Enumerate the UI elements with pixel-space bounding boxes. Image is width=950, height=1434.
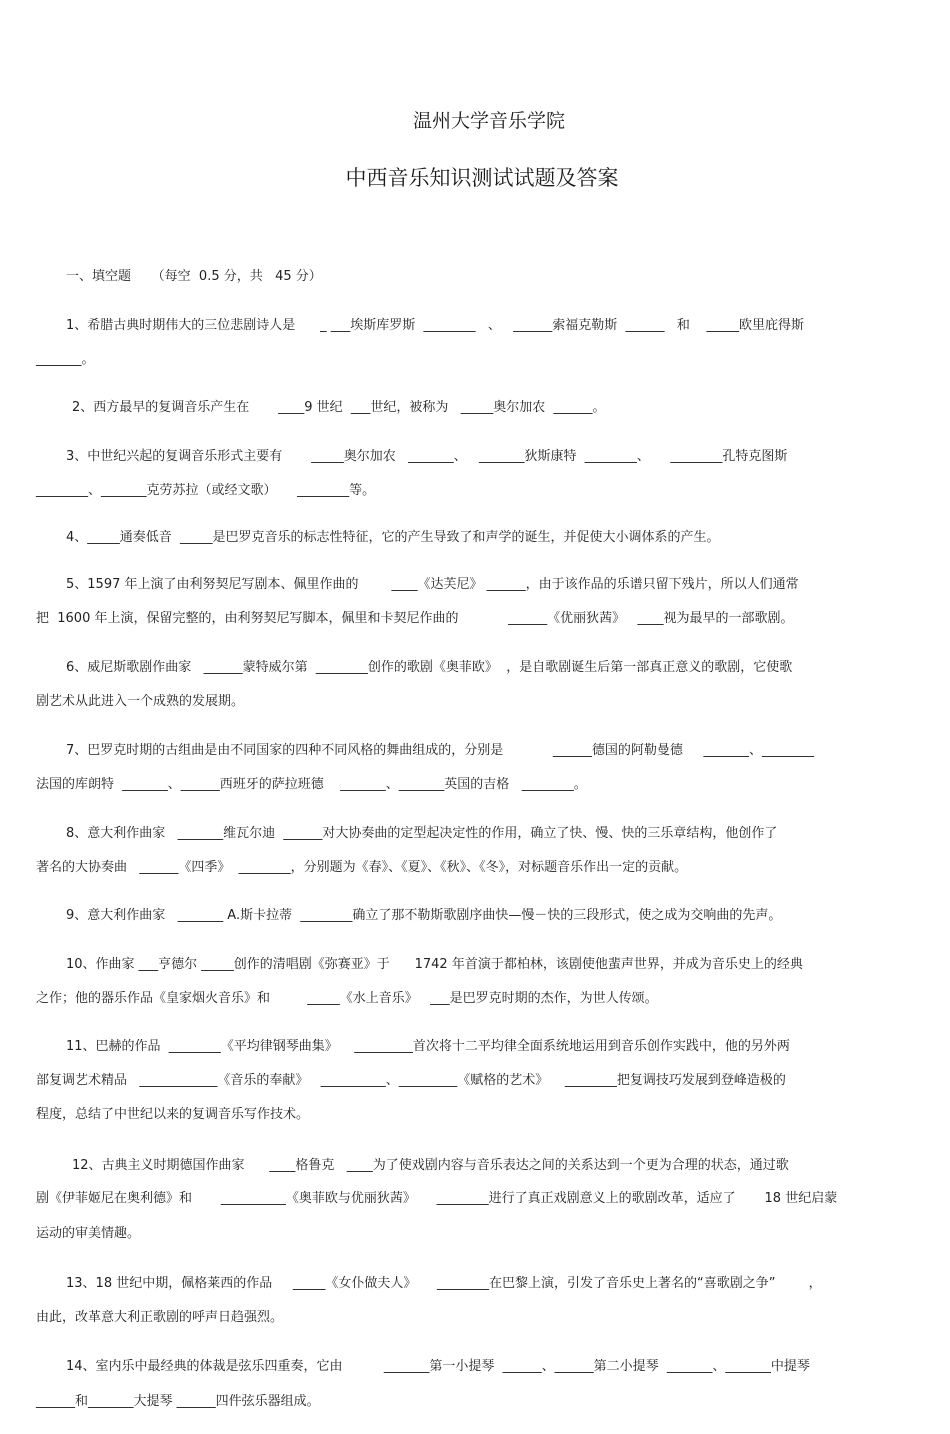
question-2-line-1: 2、西方最早的复调音乐产生在 ____9 世纪 ___世纪，被称为 _____奥尔加农 ______。	[72, 400, 606, 415]
question-8-line-1: 8、意大利作曲家 _______维瓦尔迪 ______对大协奏曲的定型起决定性的作用，确立了快、慢、快的三乐章结构，他创作了	[66, 826, 778, 841]
question-3-line-1: 3、中世纪兴起的复调音乐形式主要有 _____奥尔加农 _______、 _______狄斯康特 ________、 ________孔特克图斯	[66, 449, 788, 464]
question-7-line-1: 7、巴罗克时期的古组曲是由不同国家的四种不同风格的舞曲组成的，分别是 ______德国的阿勒曼德 _______、________	[66, 743, 815, 758]
question-6-line-1: 6、威尼斯歌剧作曲家 ______蒙特威尔第 ________创作的歌剧《奥菲欧》 ，是自歌剧诞生后第一部真正意义的歌剧，它使歌	[66, 660, 793, 675]
question-12-line-1: 12、古典主义时期德国作曲家 ____格鲁克 ____为了使戏剧内容与音乐表达之间的关系达到一个更为合理的状态，通过歌	[72, 1158, 789, 1173]
question-9-line-1: 9、意大利作曲家 _______ A.斯卡拉蒂 ________确立了那不勒斯歌剧序曲快—慢－快的三段形式，使之成为交响曲的先声。	[66, 908, 782, 923]
question-5-line-1: 5、1597 年上演了由利努契尼写剧本、佩里作曲的 ____《达芙尼》 ______，由于该作品的乐谱只留下残片，所以人们通常	[66, 577, 799, 592]
question-8-line-2: 著名的大协奏曲 ______《四季》 ________，分别题为《春》、《夏》、《秋》、《冬》，对标题音乐作出一定的贡献。	[36, 860, 688, 875]
question-11-line-1: 11、巴赫的作品 ________《平均律钢琴曲集》 _________首次将十二平均律全面系统地运用到音乐创作实践中，他的另外两	[66, 1039, 790, 1054]
question-3-line-2: ________、_______克劳苏拉（或经文歌） ________等。	[36, 483, 376, 498]
question-11-line-2: 部复调艺术精品 ____________《音乐的奉献》 __________、_________《赋格的艺术》 ________把复调技巧发展到登峰造极的	[36, 1073, 786, 1088]
section-heading: 一、填空题 （每空 0.5 分，共 45 分）	[66, 269, 322, 284]
question-14-line-1: 14、室内乐中最经典的体裁是弦乐四重奏，它由 _______第一小提琴 ______、______第二小提琴 _______、_______中提琴	[66, 1359, 810, 1374]
question-1-line-2: _______。	[36, 352, 95, 367]
question-10-line-1: 10、作曲家 ___亨德尔 _____创作的清唱剧《弥赛亚》于 1742 年首演于都柏林，该剧使他蜚声世界，并成为音乐史上的经典	[66, 957, 803, 972]
question-12-line-3: 运动的审美情趣。	[36, 1226, 141, 1241]
question-13-line-2: 由此，改革意大利正歌剧的呼声日趋强烈。	[36, 1310, 284, 1325]
question-1-line-1: 1、希腊古典时期伟大的三位悲剧诗人是 _ ___埃斯库罗斯 ________ 、 ______索福克勒斯 ______ 和 _____欧里庇得斯	[66, 318, 804, 333]
question-10-line-2: 之作；他的器乐作品《皇家烟火音乐》和 _____《水上音乐》 ___是巴罗克时期的杰作，为世人传颂。	[36, 991, 658, 1006]
question-12-line-2: 剧《伊菲姬尼在奥利德》和 __________《奥菲欧与优丽狄茜》 ________进行了真正戏剧意义上的歌剧改革，适应了 18 世纪启蒙	[36, 1191, 838, 1206]
school-name: 温州大学音乐学院	[412, 110, 565, 132]
question-5-line-2: 把 1600 年上演，保留完整的，由利努契尼写脚本，佩里和卡契尼作曲的 ______《优丽狄茜》 ____视为最早的一部歌剧。	[36, 611, 794, 626]
question-7-line-2: 法国的库朗特 _______、______西班牙的萨拉班德 _______、_______英国的吉格 ________。	[36, 777, 587, 792]
question-4-line-1: 4、_____通奏低音 _____是巴罗克音乐的标志性特征，它的产生导致了和声学的诞生，并促使大小调体系的产生。	[66, 530, 720, 545]
question-14-line-2: ______和_______大提琴 ______四件弦乐器组成。	[36, 1394, 320, 1409]
question-13-line-1: 13、18 世纪中期，佩格莱西的作品 _____《女仆做夫人》 ________在巴黎上演，引发了音乐史上著名的“喜歌剧之争” ，	[66, 1276, 822, 1291]
question-11-line-3: 程度，总结了中世纪以来的复调音乐写作技术。	[36, 1107, 310, 1122]
exam-title: 中西音乐知识测试试题及答案	[345, 166, 619, 190]
question-6-line-2: 剧艺术从此进入一个成熟的发展期。	[36, 694, 245, 709]
